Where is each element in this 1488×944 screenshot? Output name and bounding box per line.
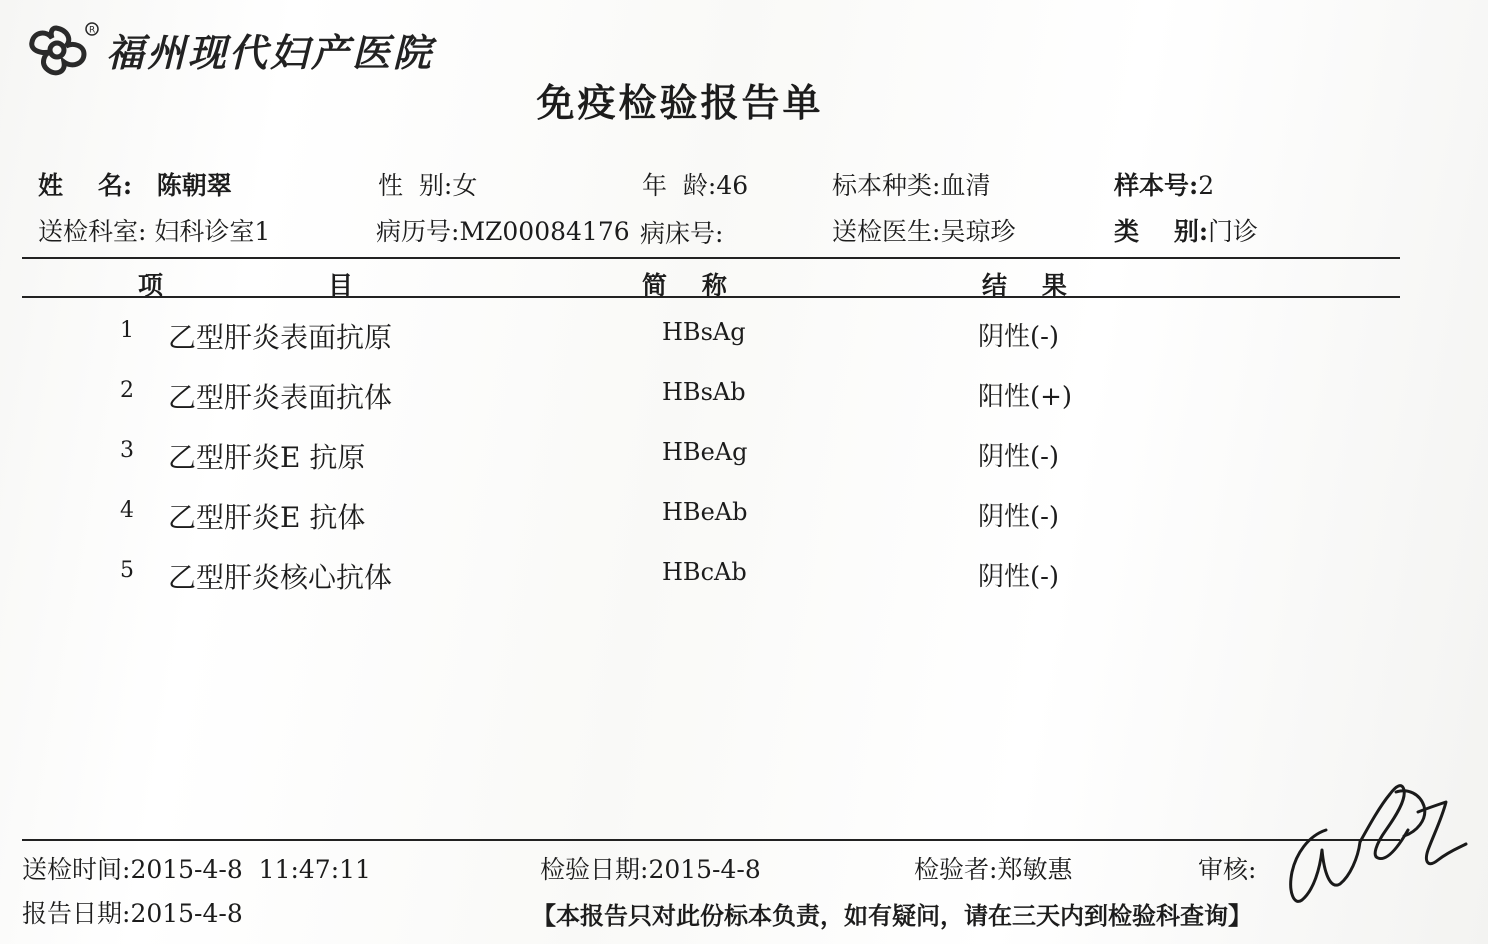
bed-no-label: 病床号:	[640, 219, 724, 248]
table-header-rule	[22, 296, 1400, 298]
gender-value: 女	[452, 171, 478, 200]
doctor-label: 送检医生:	[832, 217, 941, 246]
record-no-field	[376, 212, 630, 248]
bed-no-field	[640, 214, 723, 250]
dept-value: 妇科诊室1	[154, 217, 271, 246]
row-item: 乙型肝炎表面抗原	[168, 321, 393, 354]
category-field	[1114, 212, 1258, 248]
svg-text:R: R	[89, 25, 96, 36]
submit-time-value: 2015-4-8 11:47:11	[130, 855, 371, 884]
patient-name-field	[38, 166, 232, 202]
row-abbr: HBeAb	[662, 498, 748, 526]
patient-name-label: 姓 名:	[38, 171, 133, 200]
col-header-abbr: 简 称	[642, 271, 727, 300]
hospital-logo-icon	[22, 20, 100, 78]
row-result: 阳性(+)	[978, 382, 1073, 412]
specimen-type-value: 血清	[940, 171, 991, 200]
table-top-rule	[22, 257, 1400, 259]
row-number: 2	[120, 378, 134, 403]
row-abbr: HBsAb	[662, 378, 746, 406]
sample-no-value: 2	[1198, 171, 1215, 200]
category-value: 门诊	[1208, 217, 1259, 246]
patient-name-value: 陈朝翠	[156, 171, 232, 200]
gender-field	[378, 166, 477, 202]
reviewer-label: 审核:	[1198, 855, 1257, 884]
row-result: 阴性(-)	[978, 562, 1060, 592]
specimen-type-label: 标本种类:	[832, 171, 941, 200]
age-label: 年 龄:	[642, 171, 717, 200]
row-result: 阴性(-)	[978, 502, 1060, 532]
row-abbr: HBsAg	[662, 318, 746, 346]
sample-no-field	[1114, 166, 1214, 202]
doctor-field	[832, 212, 1015, 248]
gender-label: 性 别:	[378, 171, 453, 200]
col-header-result: 结 果	[982, 271, 1067, 300]
row-number: 3	[120, 438, 134, 463]
report-title: 免疫检验报告单	[536, 80, 824, 125]
tester-field	[914, 850, 1072, 886]
row-result: 阴性(-)	[978, 322, 1060, 352]
report-notice: 【本报告只对此份标本负责，如有疑问，请在三天内到检验科查询】	[532, 901, 1252, 930]
category-label: 类 别:	[1114, 217, 1209, 246]
row-item: 乙型肝炎E 抗原	[168, 441, 366, 474]
row-item: 乙型肝炎表面抗体	[168, 381, 393, 414]
test-date-label: 检验日期:	[540, 855, 649, 884]
tester-value: 郑敏惠	[997, 855, 1073, 884]
reviewer-signature	[1278, 772, 1478, 922]
row-abbr: HBcAb	[662, 558, 747, 586]
footer-rule	[22, 839, 1400, 841]
row-result: 阴性(-)	[978, 442, 1060, 472]
report-date-field	[22, 894, 243, 930]
hospital-name: 福州现代妇产医院	[106, 30, 435, 75]
row-number: 1	[120, 318, 134, 343]
row-number: 5	[120, 558, 134, 583]
row-number: 4	[120, 498, 134, 523]
row-item: 乙型肝炎E 抗体	[168, 501, 366, 534]
dept-label: 送检科室:	[38, 217, 147, 246]
test-date-value: 2015-4-8	[648, 855, 761, 884]
row-item: 乙型肝炎核心抗体	[168, 561, 393, 594]
record-no-value: MZ00084176	[459, 217, 630, 246]
test-date-field	[540, 850, 761, 886]
submit-time-label: 送检时间:	[22, 855, 131, 884]
row-abbr: HBeAg	[662, 438, 748, 466]
sample-no-label: 样本号:	[1114, 171, 1199, 200]
tester-label: 检验者:	[914, 855, 998, 884]
report-date-label: 报告日期:	[22, 899, 131, 928]
age-value: 46	[716, 171, 749, 200]
dept-field	[38, 212, 270, 248]
record-no-label: 病历号:	[376, 217, 460, 246]
doctor-value: 吴琼珍	[940, 217, 1016, 246]
age-field	[642, 166, 748, 202]
specimen-type-field	[832, 166, 990, 202]
report-date-value: 2015-4-8	[130, 899, 243, 928]
submit-time-field	[22, 850, 371, 886]
col-header-item-2: 目	[328, 271, 354, 300]
col-header-item-1: 项	[138, 271, 164, 300]
